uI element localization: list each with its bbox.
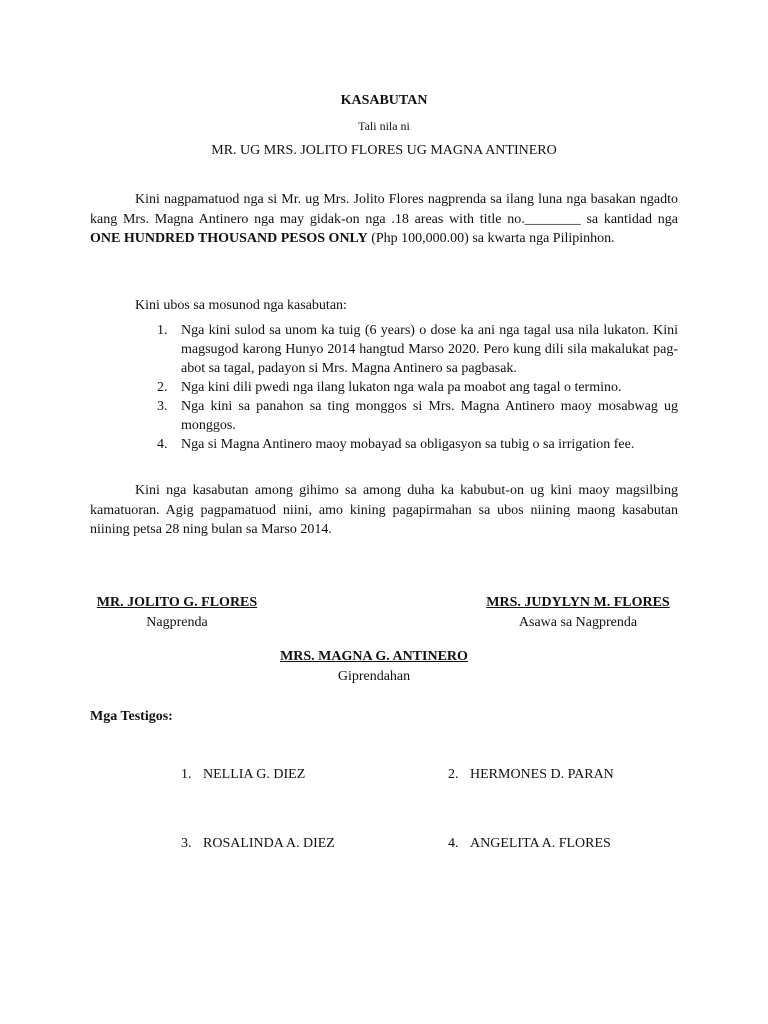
term-text: Nga kini dili pwedi nga ilang lukaton nga wala pa moabot ang tagal o termino.: [181, 380, 622, 395]
witness-item: [448, 765, 614, 785]
signatory-middle: [244, 647, 504, 687]
witness-name: HERMONES D. PARAN: [470, 767, 614, 782]
terms-list: [157, 321, 678, 454]
witness-item: [181, 834, 335, 854]
witness-number: 3.: [181, 836, 192, 851]
term-text: Nga kini sulod sa unom ka tuig (6 years) o dose ka ani nga tagal usa nila lukaton. Kini magsugod karong Hunyo 2014 hangtud Marso 2020. Pero kung dili sila makalukat pag-abot sa tagal, padayon si Mrs. Magna Antinero sa pagbasak.: [181, 323, 678, 376]
closing-paragraph: Kini nga kasabutan among gihimo sa among duha ka kabubut-on ug kini maoy magsilbing kamatuoran. Agig pagpamatuod niini, amo kining pagapirmahan sa ubos niining maong kasabutan niining petsa 28 ning bulan sa Marso 2014.: [90, 483, 678, 537]
intro-text-a: Kini nagpamatuod nga si Mr. ug Mrs. Jolito Flores nagprenda sa ilang luna nga basakan ngadto kang Mrs. Magna Antinero nga may gidak-on nga .18 areas with title no.________ sa kantidad nga: [90, 192, 678, 227]
intro-paragraph: [90, 190, 678, 249]
amount-in-words: ONE HUNDRED THOUSAND PESOS ONLY: [90, 231, 368, 246]
witness-name: ROSALINDA A. DIEZ: [203, 836, 335, 851]
witness-number: 2.: [448, 767, 459, 782]
signatory-role: Nagprenda: [146, 615, 208, 630]
term-number: 4.: [157, 437, 168, 452]
term-item: [157, 321, 678, 378]
witness-name: ANGELITA A. FLORES: [470, 836, 611, 851]
term-number: 1.: [157, 323, 168, 338]
term-item: [157, 435, 678, 454]
signatory-role: Giprendahan: [337, 669, 411, 684]
signatory-role: Asawa sa Nagprenda: [518, 615, 638, 630]
parties-heading: MR. UG MRS. JOLITO FLORES UG MAGNA ANTINERO: [211, 143, 557, 158]
term-text: Nga si Magna Antinero maoy mobayad sa obligasyon sa tubig o sa irrigation fee.: [181, 437, 635, 452]
signatory-left: [90, 593, 264, 633]
document-subtitle: Tali nila ni: [358, 119, 410, 133]
term-number: 3.: [157, 399, 168, 414]
term-item: [157, 397, 678, 435]
witness-item: [181, 765, 305, 785]
signatory-name: MRS. MAGNA G. ANTINERO: [280, 649, 468, 664]
witness-number: 1.: [181, 767, 192, 782]
witness-number: 4.: [448, 836, 459, 851]
terms-intro-paragraph: Kini ubos sa mosunod nga kasabutan:: [135, 298, 347, 313]
witness-name: NELLIA G. DIEZ: [203, 767, 306, 782]
signatory-name: MRS. JUDYLYN M. FLORES: [486, 595, 670, 610]
witnesses-label: Mga Testigos:: [90, 709, 173, 724]
signatory-name: MR. JOLITO G. FLORES: [96, 595, 258, 610]
intro-text-b: (Php 100,000.00) sa kwarta nga Pilipinhon.: [367, 231, 615, 246]
term-item: [157, 378, 678, 397]
witness-item: [448, 834, 611, 854]
signatory-right: [468, 593, 688, 633]
term-number: 2.: [157, 380, 168, 395]
document-title: KASABUTAN: [340, 93, 428, 108]
term-text: Nga kini sa panahon sa ting monggos si Mrs. Magna Antinero maoy mosabwag ug monggos.: [181, 399, 678, 433]
